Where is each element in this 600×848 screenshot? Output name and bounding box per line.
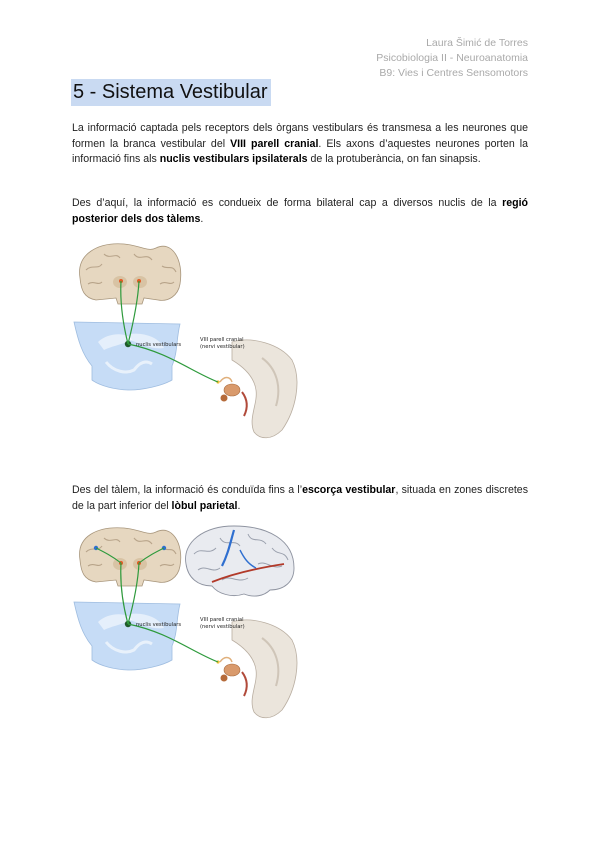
figure1-nerve-label: VIII parell cranial bbox=[200, 337, 244, 343]
figure2-nerve-sublabel: (nervi vestibular) bbox=[200, 624, 245, 630]
term-vestibular-nuclei: nuclis vestibulars ipsilaterals bbox=[159, 153, 308, 165]
lateral-brain-illustration bbox=[186, 526, 294, 596]
inner-ear-illustration bbox=[216, 620, 297, 718]
figure2-nerve-label: VIII parell cranial bbox=[200, 617, 244, 623]
term-viii-cranial: VIII parell cranial bbox=[230, 137, 319, 150]
paragraph-vestibular-cortex: Des del tàlem, la informació és conduïda fins a l’escorça vestibular, situada en zones discretes de la part inferior del lòbul parietal. bbox=[72, 484, 528, 512]
figure2-nucleus-label: nuclis vestibulars bbox=[136, 622, 182, 628]
inner-ear-illustration bbox=[216, 340, 297, 438]
figure-vestibular-pathway-cortex bbox=[72, 524, 304, 730]
header-course: Psicobiologia II - Neuroanatomia bbox=[376, 52, 528, 64]
term-posterior-thalamus: regió posterior dels dos tàlems bbox=[72, 197, 528, 225]
paragraph-vestibular-receptors: La informació captada pels receptors dels òrgans vestibulars és transmesa a les neurones que formen la branca vestibular del VIII parell cranial. Els axons d’aquestes neurones porten la informació fins als nuclis vestibulars ipsilaterals de la protuberància, on fan sinapsis. bbox=[72, 122, 528, 165]
header-block: B9: Vies i Centres Sensomotors bbox=[379, 67, 528, 79]
figure1-nucleus-label: nuclis vestibulars bbox=[136, 342, 182, 348]
term-vestibular-cortex: escorça vestibular bbox=[302, 484, 396, 496]
term-parietal-lobule: lòbul parietal bbox=[171, 499, 238, 512]
section-title: 5 - Sistema Vestibular bbox=[71, 79, 271, 106]
figure1-nerve-sublabel: (nervi vestibular) bbox=[200, 344, 245, 350]
coronal-brain-section bbox=[80, 528, 181, 586]
paragraph-thalamus: Des d’aquí, la informació es condueix de forma bilateral cap a diversos nuclis de la regió posterior dels dos tàlems. bbox=[72, 197, 528, 225]
figure-vestibular-pathway-thalamus bbox=[72, 240, 304, 452]
header-author: Laura Šimić de Torres bbox=[426, 37, 528, 49]
page-header bbox=[376, 36, 528, 81]
coronal-brain-section bbox=[80, 244, 181, 304]
